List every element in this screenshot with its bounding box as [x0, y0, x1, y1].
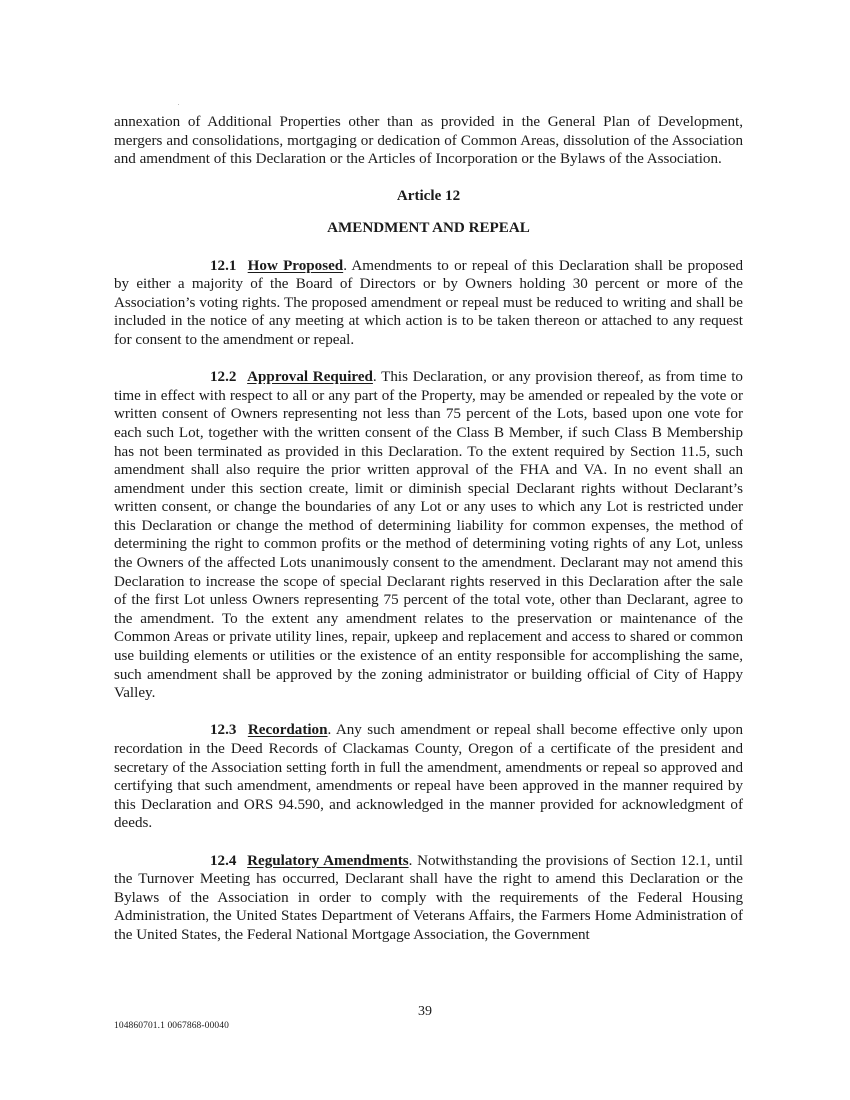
- article-label: Article 12: [396, 187, 461, 204]
- page-number: 39: [418, 1004, 432, 1019]
- section-number: 12.3: [210, 722, 237, 739]
- article-title: AMENDMENT AND REPEAL: [327, 220, 530, 237]
- section-title: Recordation: [247, 722, 328, 739]
- intro-paragraph: annexation of Additional Properties other than as provided in the General Plan of Development, mergers and consolidations, mortgaging or dedication of Common Areas, dissolution of the Association and amendment of this Declaration or the Articles of Incorporation or the Bylaws of the Association.: [114, 114, 743, 168]
- section-12-1: 12.1 How Proposed. Amendments to or repeal of this Declaration shall be proposed by either a majority of the Board of Directors or by Owners holding 30 percent or more of the Association’s voting rights. The proposed amendment or repeal must be reduced to writing and shall be included in the notice of any meeting at which action is to be taken thereon or attached to any request for consent to the amendment or repeal.: [114, 257, 743, 348]
- section-body: Any such amendment or repeal shall become effective only upon recordation in the Deed Records of Clackamas County, Oregon of a certificate of the president and secretary of the Association setting forth in full the amendment, amendments or repeal so approved and certifying that such amendment, amendments or repeal have been approved in the manner required by this Declaration and ORS 94.590, and acknowledged in the manner provided for acknowledgment of deeds.: [114, 722, 744, 832]
- section-12-2: 12.2 Approval Required. This Declaration, or any provision thereof, as from time to time in effect with respect to all or any part of the Property, may be amended or repealed by the vote or written consent of Owners representing not less than 75 percent of the Lots, based upon one vote for each such Lot, together with the written consent of the Class B Member, if such Class B Membership has not been terminated as provided in this Declaration. To the extent required by Section 11.5, such amendment shall also require the prior written approval of the FHA and VA. In no event shall an amendment under this section create, limit or diminish special Declarant rights without Declarant’s written consent, or change the boundaries of any Lot or any uses to which any Lot is restricted under this Declaration or change the method of determining liability for common expenses, the method of determining the right to common profits or the method of determining voting rights of any Lot, unless the Owners of the affected Lots unanimously consent to the amendment. Declarant may not amend this Declaration to increase the scope of special Declarant rights reserved in this Declaration after the sale of the first Lot unless Owners representing 75 percent of the total vote, other than Declarant, agree to the amendment. To the extent any amendment relates to the preservation or maintenance of the Common Areas or private utility lines, repair, upkeep and replacement and access to shared or common use building elements or utilities or the existence of an entity responsible for accomplishing the same, such amendment shall be approved by the zoning administrator or building official of City of Happy Valley.: [114, 369, 743, 702]
- document-page: [114, 113, 743, 945]
- section-12-4: 12.4 Regulatory Amendments. Notwithstanding the provisions of Section 12.1, until the Turnover Meeting has occurred, Declarant shall have the right to amend this Declaration or the Bylaws of the Association in order to comply with the requirements of the Federal Housing Administration, the United States Department of Veterans Affairs, the Farmers Home Administration of the United States, the Federal National Mortgage Association, the Government: [114, 852, 743, 943]
- section-body: Notwithstanding the provisions of Section 12.1, until the Turnover Meeting has occurred, Declarant shall have the right to amend this Declaration or the Bylaws of the Association in order to comply with the requirements of the Federal Housing Administration, the United States Department of Veterans Affairs, the Farmers Home Administration of the United States, the Federal National Mortgage Association, the Government: [114, 852, 743, 943]
- section-12-3: 12.3 Recordation. Any such amendment or repeal shall become effective only upon recordation in the Deed Records of Clackamas County, Oregon of a certificate of the president and secretary of the Association setting forth in full the amendment, amendments or repeal so approved and certifying that such amendment, amendments or repeal have been approved in the manner required by this Declaration and ORS 94.590, and acknowledged in the manner provided for acknowledgment of deeds.: [114, 722, 744, 832]
- document-id: 104860701.1 0067868-00040: [114, 1021, 229, 1031]
- scan-speck: [178, 104, 179, 105]
- section-number: 12.4: [210, 852, 237, 869]
- section-title: How Proposed: [247, 257, 344, 274]
- section-body: This Declaration, or any provision thereof, as from time to time in effect with respect to all or any part of the Property, may be amended or repealed by the vote or written consent of Owners representing not less than 75 percent of the Lots, based upon one vote for each such Lot, together with the written consent of the Class B Member, if such Class B Membership has not been terminated as provided in this Declaration. To the extent required by Section 11.5, such amendment shall also require the prior written approval of the FHA and VA. In no event shall an amendment under this section create, limit or diminish special Declarant rights without Declarant’s written consent, or change the boundaries of any Lot or any uses to which any Lot is restricted under this Declaration or change the method of determining liability for common expenses, the method of determining the right to common profits or the method of determining voting rights of any Lot, unless the Owners of the affected Lots unanimously consent to the amendment. Declarant may not amend this Declaration to increase the scope of special Declarant rights reserved in this Declaration after the sale of the first Lot unless Owners representing 75 percent of the total vote, other than Declarant, agree to the amendment. To the extent any amendment relates to the preservation or maintenance of the Common Areas or private utility lines, repair, upkeep and replacement and access to shared or common use building elements or utilities or the existence of an entity responsible for accomplishing the same, such amendment shall be approved by the zoning administrator or building official of City of Happy Valley.: [114, 369, 743, 702]
- section-title: Approval Required: [247, 369, 373, 386]
- section-number: 12.1: [210, 257, 237, 274]
- section-number: 12.2: [210, 369, 237, 386]
- section-title: Regulatory Amendments: [247, 852, 409, 869]
- section-body: Amendments to or repeal of this Declaration shall be proposed by either a majority of the Board of Directors or by Owners holding 30 percent or more of the Association’s voting rights. The proposed amendment or repeal must be reduced to writing and shall be included in the notice of any meeting at which action is to be taken thereon or attached to any request for consent to the amendment or repeal.: [114, 257, 743, 348]
